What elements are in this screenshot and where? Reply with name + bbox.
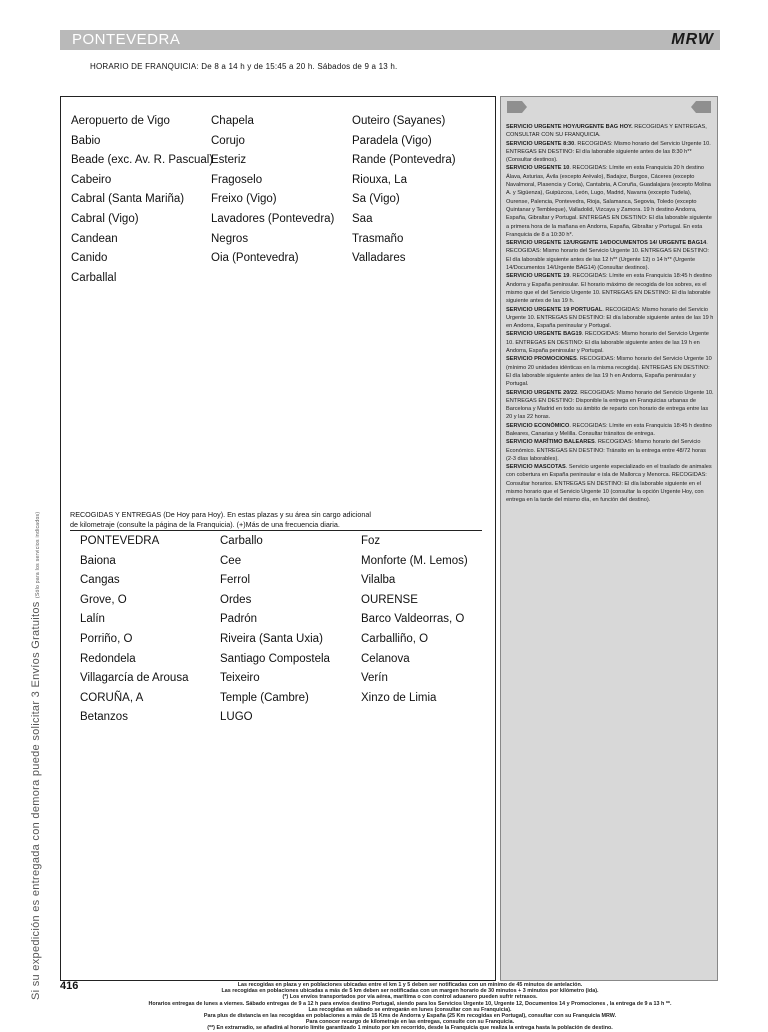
place-item: Carballiño, O xyxy=(361,632,429,645)
place-item: Valladares xyxy=(352,252,406,265)
place-item: Ferrol xyxy=(220,574,251,587)
places-top-col1 xyxy=(71,112,213,288)
place-item: Monforte (M. Lemos) xyxy=(361,554,468,567)
place-item: Ordes xyxy=(220,593,252,606)
service-text: . Servicio urgente especializado en el traslado de animales con cobertura en España peninsular e isla de Mallorca y Menorca. RECOGIDAS: Consultar horarios. ENTREGAS EN DESTINO: El día laborable siguiente en el mismo horario que el Servicio Urgente 10 (consultar la opción Urgente Hoy, con entrega en la tarde del mismo día, en función del destino). xyxy=(506,464,712,504)
service-title: SERVICIO MARÍTIMO BALEARES xyxy=(506,439,595,446)
place-item: Saa xyxy=(352,212,373,225)
page-number: 416 xyxy=(60,980,79,992)
service-text: . RECOGIDAS: Límite en esta Franquicia 20 h destino Álava, Asturias, Ávila (excepto Arévalo), Badajoz, Burgos, Cáceres (excepto Navalmoral, Plasencia y Coria), Cantabria, A Coruña, Guadalajara (excepto Molina A. y Sigüenza), Guipúzcoa, León, Lugo, Madrid, Navarra (excepto Tudela), Ourense, Palencia, Pontevedra, Rioja, Salamanca, Segovia, Toledo (excepto Quintanar y Tembleque), Valladolid, Vizcaya y Zamora. 19 h destino Andorra, España, Gibraltar y Portugal. ENTREGAS EN DESTINO: El día laborable siguiente a primera hora de la mañana en Andorra, España, Gibraltar y Portugal. En esta Franquicia de 8 a 10:30 h*. xyxy=(506,165,712,238)
place-item: Oia (Pontevedra) xyxy=(211,252,299,265)
service-title: SERVICIO URGENTE BAG19 xyxy=(506,331,582,338)
service-title: SERVICIO URGENTE 20/22 xyxy=(506,389,578,396)
mrw-logo: MRW xyxy=(671,31,714,48)
service-title: SERVICIO URGENTE 12/URGENTE 14/DOCUMENTOS 14/ URGENTE BAG14 xyxy=(506,240,707,247)
place-item: Canido xyxy=(71,252,108,265)
page-title: PONTEVEDRA xyxy=(72,31,181,48)
service-text: . RECOGIDAS: Mismo horario del Servicio Urgente 10. ENTREGAS EN DESTINO: El día laborable siguiente antes de las 19 h en Andorra, España peninsular y Portugal. xyxy=(506,331,709,355)
place-item: Paradela (Vigo) xyxy=(352,134,432,147)
place-item: CORUÑA, A xyxy=(80,691,144,704)
service-entry xyxy=(506,422,714,439)
place-item: Chapela xyxy=(211,115,254,127)
place-item: Carballal xyxy=(71,271,117,284)
footer-line: Para plus de distancia en las recogidas en poblaciones a más de 15 Kms de Andorra y España (25 Km recogidas en Portugal), consultar con su Franquicia MRW. xyxy=(203,1013,617,1020)
place-item: Beade (exc. Av. R. Pascual) xyxy=(71,154,214,167)
place-item: Fragoselo xyxy=(211,173,263,186)
place-item: Cabral (Santa Mariña) xyxy=(71,193,185,206)
place-item: Esteriz xyxy=(211,154,247,167)
service-title: SERVICIO URGENTE 8:30 xyxy=(506,140,575,147)
service-text: RECOGIDAS Y ENTREGAS, CONSULTAR CON SU FRANQUICIA. xyxy=(506,124,707,139)
footer-line: (*) Los envíos transportados por vía aérea, marítima o con control aduanero pueden sufrir retrasos. xyxy=(282,994,538,1001)
footer-line: Las recogidas en poblaciones ubicadas a más de 5 km deben ser notificadas con un margen horario de 30 minutos + 3 minutos por kilómetro (ida). xyxy=(221,988,599,995)
place-item: Rande (Pontevedra) xyxy=(352,154,456,167)
place-item: Sa (Vigo) xyxy=(352,193,400,206)
place-item: Redondela xyxy=(80,652,136,665)
service-text: . RECOGIDAS: Mismo horario del Servicio Urgente 10. ENTREGAS EN DESTINO: El día laborable siguiente antes de las 19 h en Andorra, España peninsular y Portugal. xyxy=(506,306,714,330)
service-title: SERVICIO URGENTE 10 xyxy=(506,165,570,172)
service-entry xyxy=(506,355,714,388)
place-item: Padrón xyxy=(220,613,258,626)
service-entry xyxy=(506,164,714,239)
place-item: Verín xyxy=(361,672,388,685)
place-item: Outeiro (Sayanes) xyxy=(352,115,446,127)
service-title: SERVICIO URGENTE HOY/URGENTE BAG HOY. xyxy=(506,124,633,130)
franchise-hours: HORARIO DE FRANQUICIA: De 8 a 14 h y de 15:45 a 20 h. Sábados de 9 a 13 h. xyxy=(90,62,398,71)
footer-line: Horarios entregas de lunes a viernes. Sábado entregas de 9 a 12 h para envíos destino Portugal, siendo para los Servicios Urgente 10, Urgente 12, Documentos 14 y Promociones , la entrega de 9 a 13 h **. xyxy=(148,1000,672,1007)
place-item: PONTEVEDRA xyxy=(80,535,160,547)
place-item: Riouxa, La xyxy=(352,173,407,186)
arrow-right-icon xyxy=(507,101,527,113)
places-bottom-col2 xyxy=(220,532,330,728)
footer-notes xyxy=(95,982,725,1032)
recogidas-note-line1: RECOGIDAS Y ENTREGAS (De Hoy para Hoy). En estas plazas y su área sin cargo adicional xyxy=(70,510,371,519)
service-title: SERVICIO URGENTE 19 xyxy=(506,273,570,280)
place-item: Negros xyxy=(211,232,249,245)
service-entry xyxy=(506,330,714,355)
place-item: Trasmaño xyxy=(352,232,404,245)
recogidas-note-line2: de kilometraje (consulte la página de la Franquicia). (+)Más de una frecuencia diaria. xyxy=(70,520,340,529)
place-item: Cabral (Vigo) xyxy=(71,212,139,225)
place-item: Foz xyxy=(361,535,381,547)
place-item: Aeropuerto de Vigo xyxy=(71,115,170,127)
footer-line: Las recogidas en plaza y en poblaciones ubicadas entre el km 1 y 5 deben ser notificadas con un mínimo de 45 minutos de antelación. xyxy=(237,982,583,988)
place-item: Candean xyxy=(71,232,118,245)
service-entry xyxy=(506,306,714,331)
side-text-main: Si su expedición es entregada con demora puede solicitar 3 Envíos Gratuitos xyxy=(30,601,42,1000)
place-item: Corujo xyxy=(211,134,245,147)
service-entry xyxy=(506,239,714,272)
recogidas-note xyxy=(70,510,490,530)
service-title: SERVICIO MASCOTAS xyxy=(506,464,566,471)
place-item: Xinzo de Limia xyxy=(361,691,437,704)
place-item: Cee xyxy=(220,554,242,567)
place-item: Cabeiro xyxy=(71,173,112,186)
place-item: Porriño, O xyxy=(80,632,133,645)
service-title: SERVICIO PROMOCIONES xyxy=(506,356,577,363)
place-item: Betanzos xyxy=(80,711,128,724)
service-text: . RECOGIDAS: Mismo horario del Servicio Económico. ENTREGAS EN DESTINO: Tránsito en la entrega entre 48/72 horas (2-3 días laborables). xyxy=(506,439,706,462)
places-bottom-col1 xyxy=(80,532,188,728)
separator-line xyxy=(70,530,482,531)
service-entry xyxy=(506,123,714,140)
place-item: Grove, O xyxy=(80,593,127,606)
place-item: Riveira (Santa Uxia) xyxy=(220,632,323,645)
places-top-col3 xyxy=(352,112,456,269)
place-item: Celanova xyxy=(361,652,410,665)
place-item: Carballo xyxy=(220,535,263,547)
services-box xyxy=(500,96,718,981)
place-item: Baiona xyxy=(80,554,116,567)
place-item: Freixo (Vigo) xyxy=(211,193,277,206)
place-item: Villagarcía de Arousa xyxy=(80,672,189,685)
service-text: . RECOGIDAS: Mismo horario del Servicio Urgente 10 (mínimo 20 unidades idénticas en la misma recogida). ENTREGAS EN DESTINO: El día laborable siguiente antes de las 19 h en Andorra, España peninsular y Portugal. xyxy=(506,356,712,388)
free-shipments-notice xyxy=(30,512,42,1000)
side-text-wrap xyxy=(30,511,42,1001)
service-entry xyxy=(506,389,714,422)
place-item: Lalín xyxy=(80,613,105,626)
header-bar xyxy=(60,30,720,50)
place-item: Lavadores (Pontevedra) xyxy=(211,212,335,225)
service-title: SERVICIO ECONÓMICO xyxy=(506,422,570,429)
service-text: . RECOGIDAS: Límite en esta Franquicia 18:45 h destino Andorra y España peninsular. El horario máximo de recogida de los sobres, es el mismo que el del Servicio Urgente 10. ENTREGAS EN DESTINO: El día laborable siguiente antes de las 19 h. xyxy=(506,273,712,305)
service-entry xyxy=(506,272,714,305)
service-text: . RECOGIDAS: Límite en esta Franquicia 18:45 h destino Baleares, Canarias y Melilla. Consultar tránsitos de entrega. xyxy=(506,422,712,437)
services-list xyxy=(506,123,714,505)
service-entry xyxy=(506,140,714,165)
place-item: Barco Valdeorras, O xyxy=(361,613,465,626)
arrow-left-icon xyxy=(691,101,711,113)
places-top-col2 xyxy=(211,112,334,269)
service-text: . RECOGIDAS: Mismo horario del Servicio Urgente 10. ENTREGAS EN DESTINO: Disponible la entrega en Franquicias urbanas de Barcelona y Madrid en todo su ámbito de reparto con horario de entrega entre las 20 y las 22 horas. xyxy=(506,389,714,421)
place-item: Vilalba xyxy=(361,574,396,587)
service-entry xyxy=(506,463,714,504)
place-item: Teixeiro xyxy=(220,672,260,685)
service-title: SERVICIO URGENTE 19 PORTUGAL xyxy=(506,306,603,313)
service-text: . RECOGIDAS: Mismo horario del Servicio Urgente 10. ENTREGAS EN DESTINO: El día laborable siguiente antes de las 8:30 h** (Consultar destinos). xyxy=(506,140,711,164)
place-item: Temple (Cambre) xyxy=(220,691,309,704)
places-bottom-col3 xyxy=(361,532,468,708)
service-entry xyxy=(506,438,714,463)
service-text: . RECOGIDAS: Mismo horario del Servicio Urgente 10. ENTREGAS EN DESTINO: El día laborable siguiente antes de las 12 h** (Urgente 12) o 14 h** (Urgente 14/Documentos 14/Urgente BAG14) (Consultar destinos). xyxy=(506,240,709,272)
footer-line: Para conocer recargo de kilometraje en las entregas, consulte con su Franquicia. xyxy=(305,1019,515,1026)
place-item: LUGO xyxy=(220,711,253,724)
place-item: OURENSE xyxy=(361,593,418,606)
place-item: Cangas xyxy=(80,574,120,587)
side-text-small: (Sólo para los servicios indicados) xyxy=(35,511,41,599)
footer-line: (**) En extrarradio, se añadirá al horario límite garantizado 1 minuto por km recorrido, desde la Franquicia que realiza la entrega hasta la población de destino. xyxy=(207,1025,613,1032)
footer-line: Las recogidas en sábado se entregarán en lunes (consultar con su Franquicia). xyxy=(308,1006,512,1013)
place-item: Santiago Compostela xyxy=(220,652,330,665)
place-item: Babio xyxy=(71,134,101,147)
